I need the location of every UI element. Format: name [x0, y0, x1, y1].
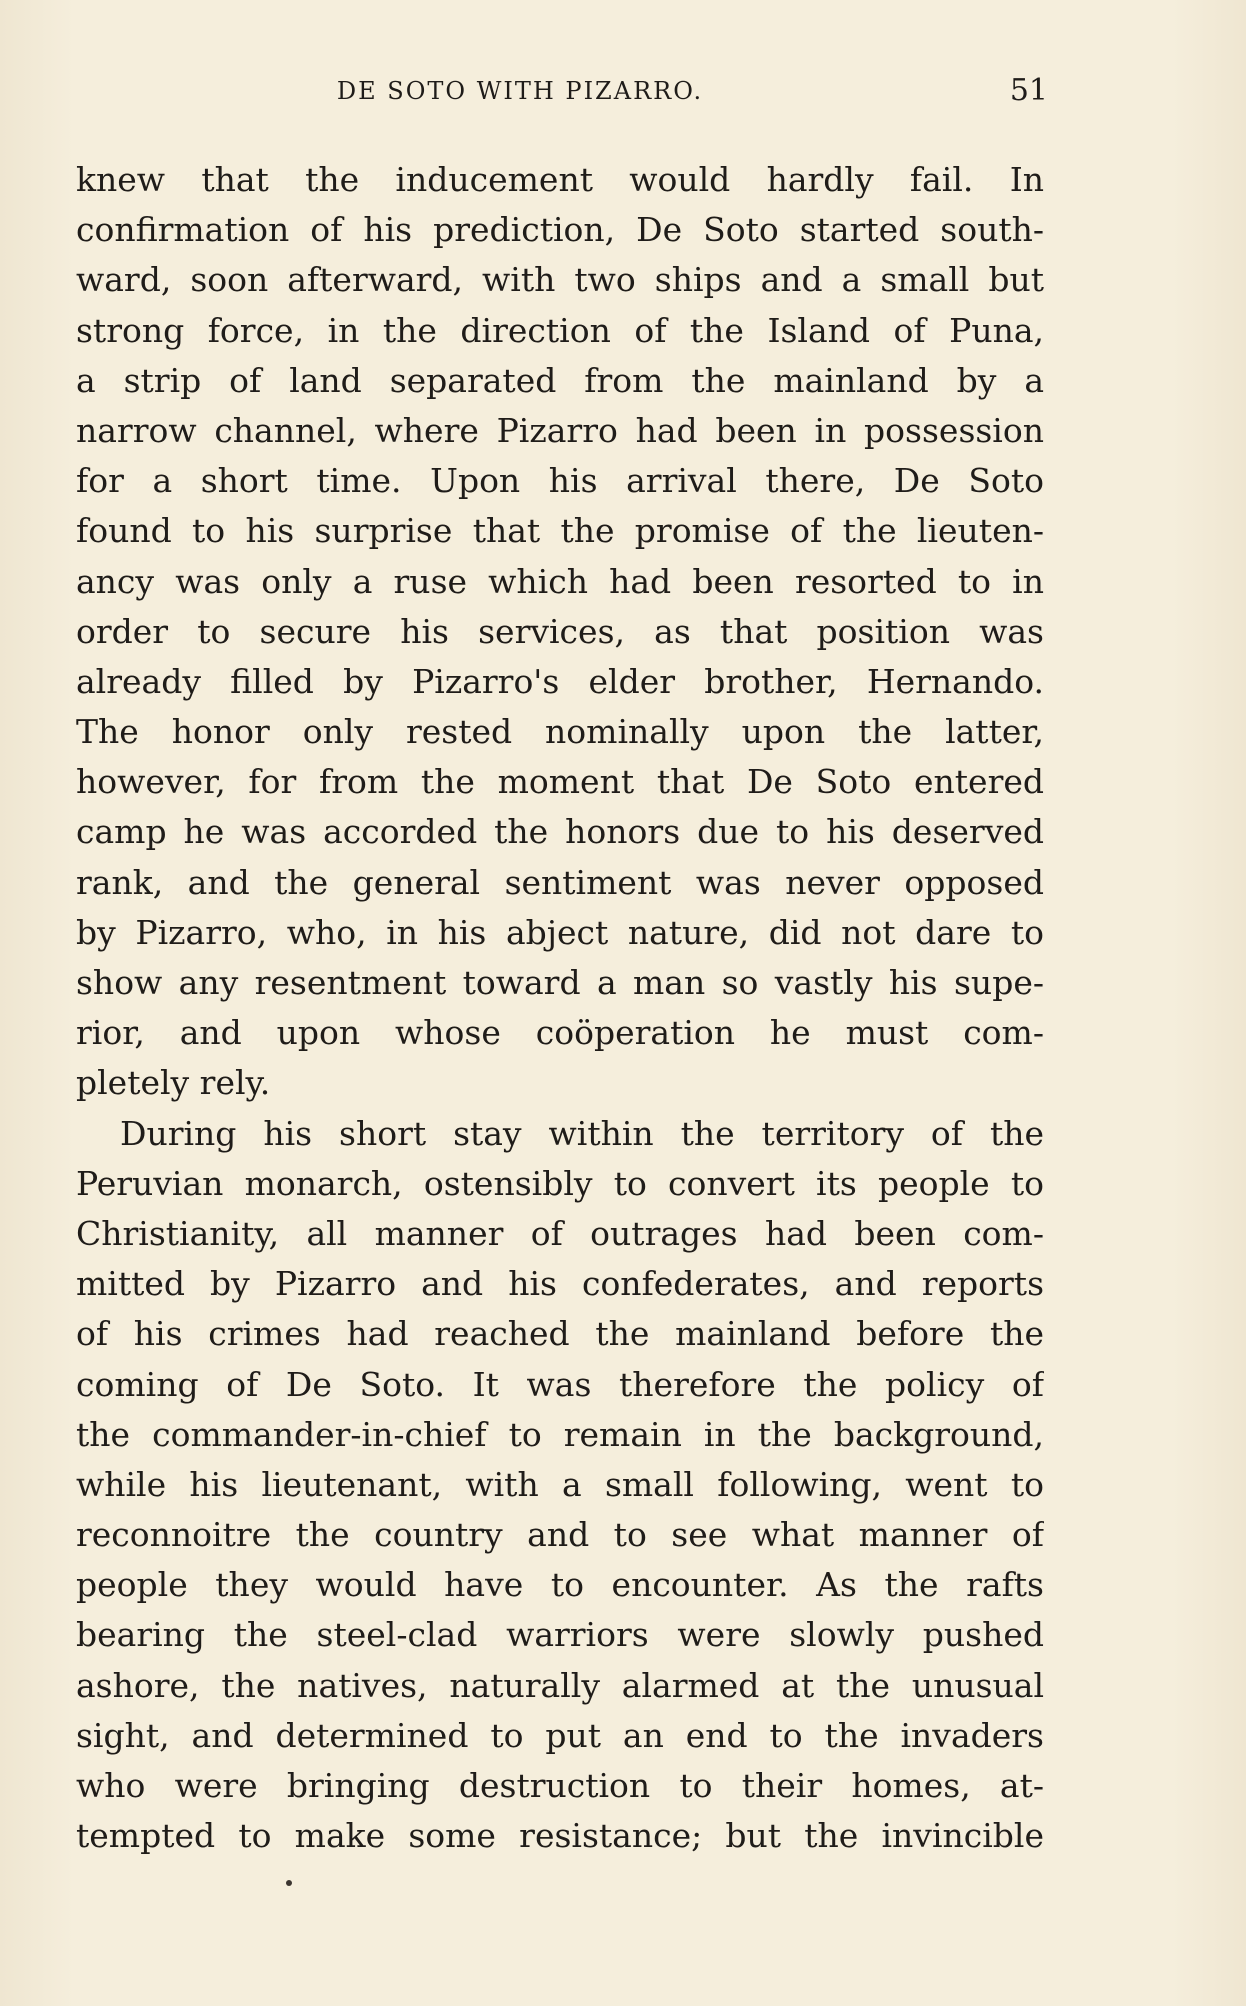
text-line: narrow channel, where Pizarro had been in possession: [76, 410, 1044, 450]
text-line: rior, and upon whose coöperation he must com-: [76, 1013, 1044, 1053]
text-line: found to his surprise that the promise of the lieuten-: [76, 511, 1044, 551]
text-line: reconnoitre the country and to see what manner of: [76, 1515, 1044, 1555]
text-line: people they would have to encounter. As the rafts: [76, 1565, 1044, 1605]
text-line: rank, and the general sentiment was never opposed: [76, 862, 1044, 902]
text-line: the commander-in-chief to remain in the background,: [76, 1414, 1044, 1454]
text-line: who were bringing destruction to their homes, at-: [76, 1766, 1044, 1805]
text-line: of his crimes had reached the mainland before the: [76, 1314, 1044, 1354]
text-line: ward, soon afterward, with two ships and a small but: [76, 260, 1044, 300]
text-line: by Pizarro, who, in his abject nature, did not dare to: [76, 912, 1044, 952]
text-line: already filled by Pizarro's elder brother, Hernando.: [76, 661, 1044, 701]
text-line: however, for from the moment that De Soto entered: [76, 762, 1044, 802]
printer-mark-dot: [286, 1880, 292, 1886]
text-line: sight, and determined to put an end to the invaders: [76, 1715, 1044, 1755]
text-line: bearing the steel-clad warriors were slowly pushed: [76, 1615, 1044, 1655]
text-line: order to secure his services, as that position was: [76, 611, 1044, 651]
text-line: Peruvian monarch, ostensibly to convert its people to: [76, 1163, 1044, 1203]
text-line: tempted to make some resistance; but the invincible: [76, 1816, 1044, 1856]
text-line: ancy was only a ruse which had been resorted to in: [76, 561, 1044, 601]
text-line: knew that the inducement would hardly fail. In: [76, 160, 1044, 199]
running-title: DE SOTO WITH PIZARRO.: [336, 77, 704, 105]
text-line: confirmation of his prediction, De Soto started south-: [76, 210, 1044, 250]
text-line: Christianity, all manner of outrages had been com-: [76, 1213, 1044, 1253]
text-line: camp he was accorded the honors due to his deserved: [76, 812, 1044, 852]
text-line: ashore, the natives, naturally alarmed at the unusual: [76, 1665, 1044, 1705]
page-number: 51: [1009, 73, 1048, 108]
text-line: a strip of land separated from the mainland by a: [76, 360, 1044, 400]
text-line: The honor only rested nominally upon the latter,: [76, 712, 1044, 752]
text-line: show any resentment toward a man so vastly his supe-: [76, 963, 1044, 1002]
body-text: [76, 155, 1044, 1861]
text-line: pletely rely.: [76, 1063, 271, 1103]
running-head: [0, 70, 1246, 112]
text-line: while his lieutenant, with a small following, went to: [76, 1464, 1044, 1504]
text-line: coming of De Soto. It was therefore the policy of: [76, 1364, 1044, 1404]
text-line: for a short time. Upon his arrival there, De Soto: [76, 461, 1044, 501]
paragraph-first-line: During his short stay within the territory of the: [120, 1113, 1044, 1153]
text-line: strong force, in the direction of the Island of Puna,: [76, 310, 1044, 350]
text-line: mitted by Pizarro and his confederates, and reports: [76, 1264, 1044, 1304]
